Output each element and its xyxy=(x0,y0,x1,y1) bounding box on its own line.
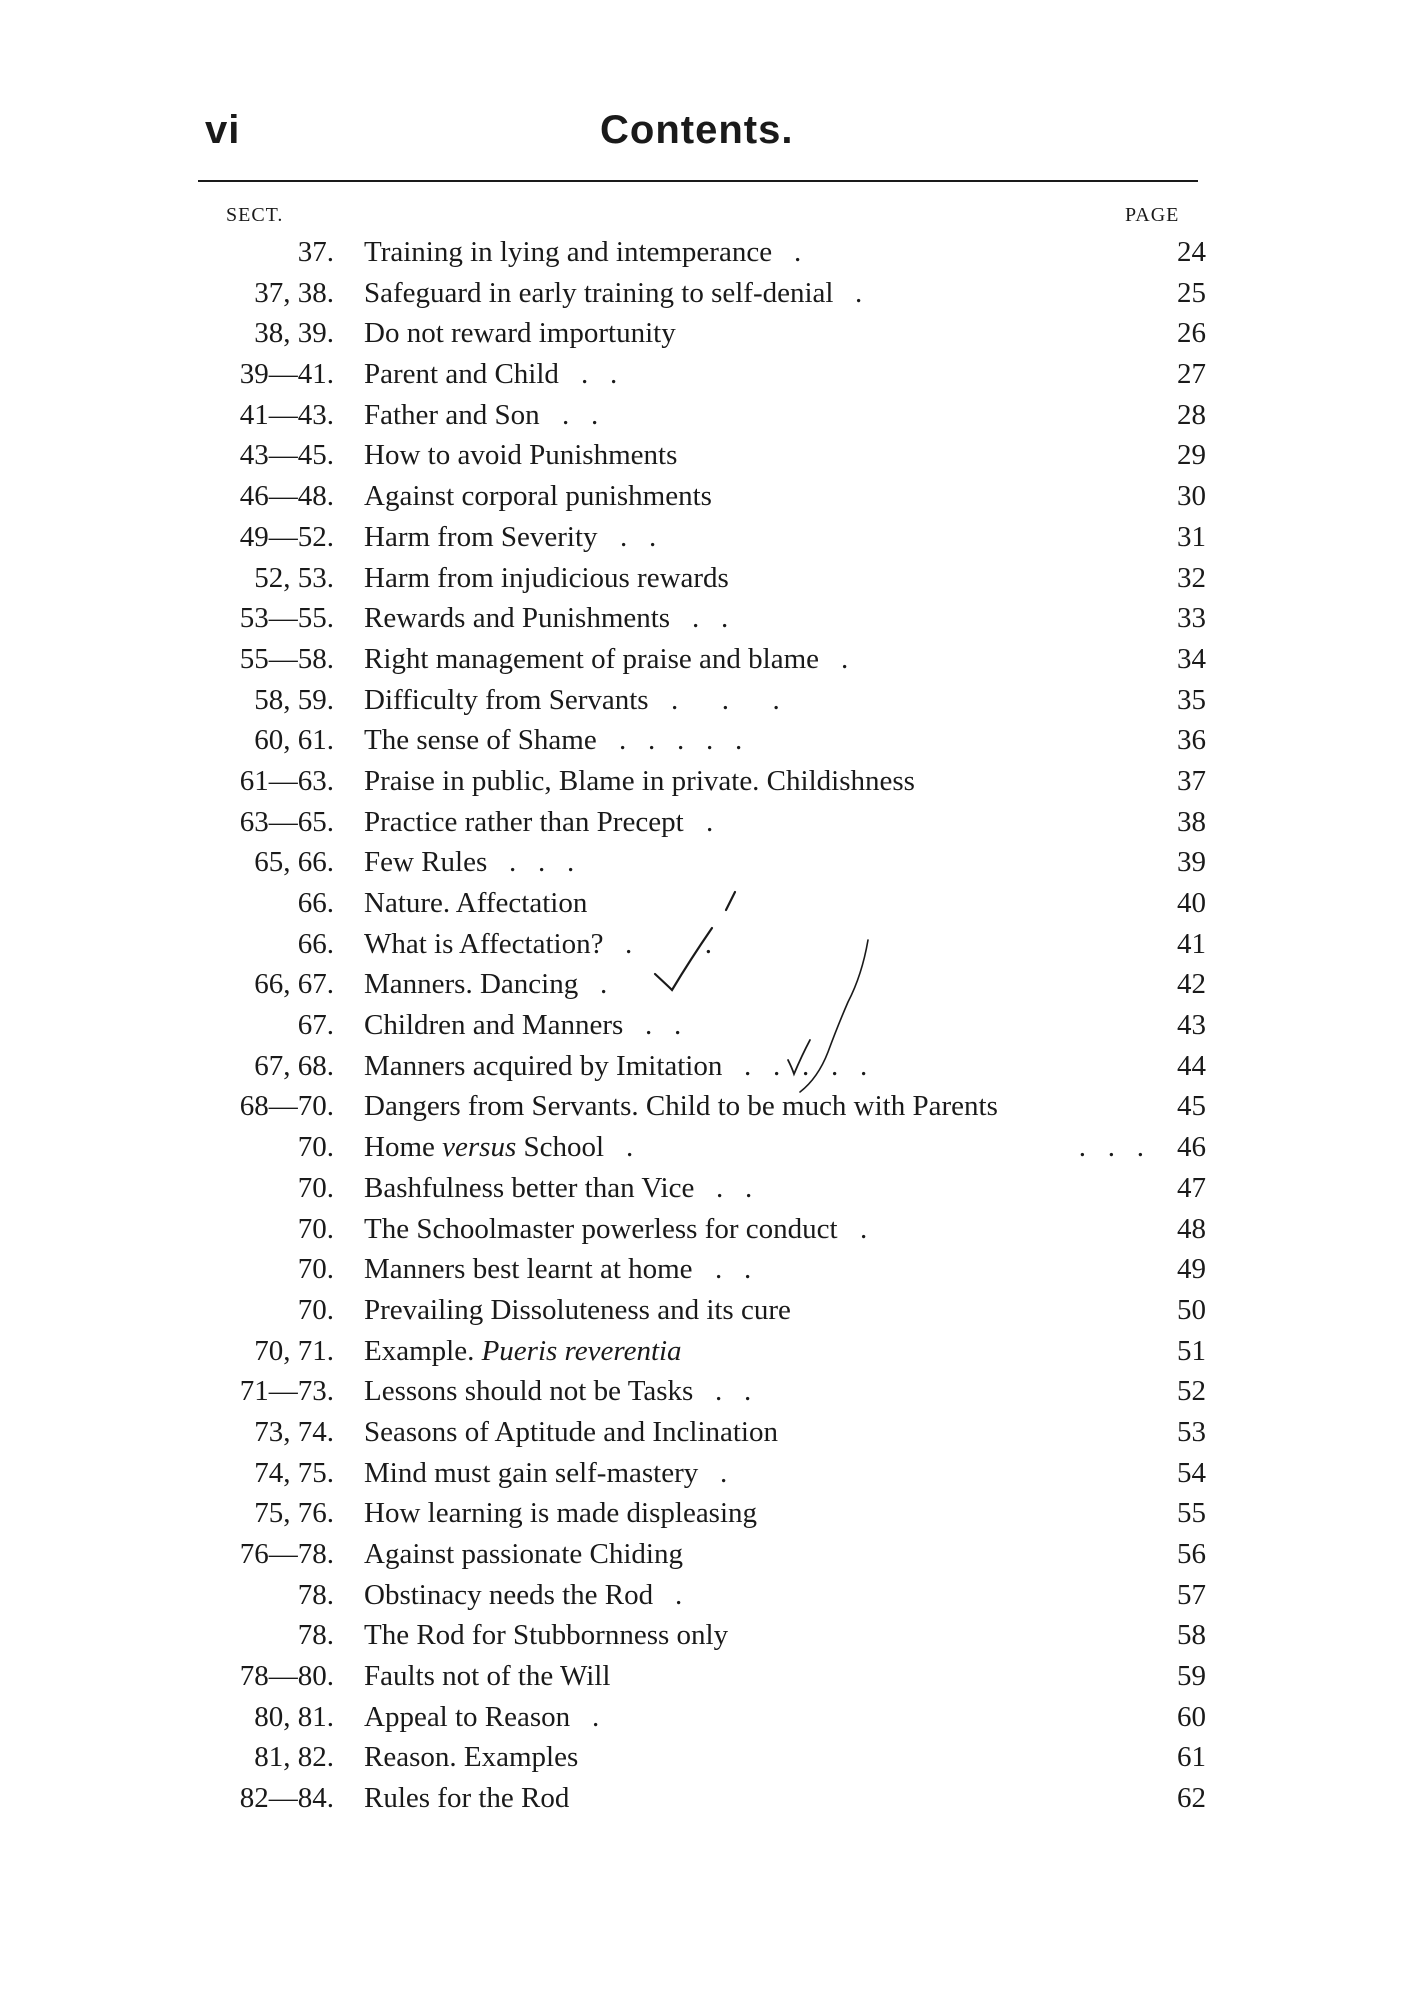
dot-leader: . xyxy=(794,236,802,268)
entry-title: Children and Manners xyxy=(364,1009,624,1042)
page-number: 58 xyxy=(1177,1619,1206,1652)
toc-row xyxy=(0,558,1404,599)
sect-column-heading: SECT. xyxy=(226,204,284,226)
toc-row xyxy=(0,435,1404,476)
toc-row xyxy=(0,1127,1404,1168)
entry-title: Against corporal punishments xyxy=(364,480,712,513)
section-number: 66, 67. xyxy=(254,968,334,1001)
entry-title: The Rod for Stubbornness only xyxy=(364,1619,729,1652)
toc-row xyxy=(0,1697,1404,1738)
section-number: 78. xyxy=(297,1619,334,1652)
section-number: 53—55. xyxy=(239,602,334,635)
toc-row xyxy=(0,1615,1404,1656)
dot-leader: . . xyxy=(692,602,729,635)
entry-title: Against passionate Chiding xyxy=(364,1538,683,1570)
entry-title: Manners. Dancing xyxy=(364,968,579,1001)
toc-row xyxy=(0,1575,1404,1616)
dot-leader: . xyxy=(675,1578,683,1611)
entry-title: Harm from Severity xyxy=(364,520,598,553)
page-number: 57 xyxy=(1177,1578,1206,1611)
toc-row xyxy=(0,1290,1404,1331)
toc-row xyxy=(0,1371,1404,1412)
page-number: 30 xyxy=(1177,480,1206,513)
dot-leader: . xyxy=(600,968,608,1001)
page-column-heading: PAGE xyxy=(1125,204,1180,226)
dot-leader: . xyxy=(855,276,863,309)
toc-row xyxy=(0,1209,1404,1250)
section-number: 38, 39. xyxy=(254,317,334,350)
section-number: 68—70. xyxy=(239,1090,334,1123)
page-title: Contents. xyxy=(600,108,794,152)
page-number: 42 xyxy=(1177,968,1206,1001)
section-number: 80, 81. xyxy=(254,1700,334,1733)
page-number: 46 xyxy=(1177,1131,1206,1164)
toc-row xyxy=(0,1534,1404,1575)
toc-row xyxy=(0,883,1404,924)
entry-title: Do not reward importunity xyxy=(364,317,676,350)
page-number: 41 xyxy=(1177,927,1206,960)
page-number: 60 xyxy=(1177,1700,1206,1733)
toc-row xyxy=(0,1005,1404,1046)
section-number: 39—41. xyxy=(239,358,334,391)
entry-title: Few Rules xyxy=(364,846,488,879)
section-number: 70. xyxy=(297,1212,334,1245)
toc-row xyxy=(0,1331,1404,1372)
page-number: 61 xyxy=(1177,1741,1206,1774)
page-number: 37 xyxy=(1177,764,1206,797)
section-number: 55—58. xyxy=(239,642,334,675)
toc-row xyxy=(0,720,1404,761)
page-number: 62 xyxy=(1177,1782,1206,1815)
toc-row xyxy=(0,395,1404,436)
toc-row xyxy=(0,1778,1404,1819)
toc-row xyxy=(0,1412,1404,1453)
entry-title: Praise in public, Blame in private. Childishness xyxy=(364,764,915,797)
page-number: 51 xyxy=(1177,1334,1206,1367)
section-number: 70. xyxy=(297,1171,334,1204)
dot-leader: . . xyxy=(716,1171,753,1204)
section-number: 43—45. xyxy=(239,439,334,472)
section-number: 37, 38. xyxy=(254,276,334,309)
entry-title: Example. Pueris reverentia xyxy=(364,1334,682,1367)
entry-title: Seasons of Aptitude and Inclination xyxy=(364,1415,778,1448)
dot-leader: . . . xyxy=(509,846,575,879)
entry-title: Manners best learnt at home xyxy=(364,1253,693,1286)
dot-leader: . xyxy=(592,1700,600,1733)
section-number: 61—63. xyxy=(239,764,334,797)
page-number: 32 xyxy=(1177,561,1206,594)
section-number: 58, 59. xyxy=(254,683,334,716)
entry-title: Home versus School xyxy=(364,1131,605,1164)
entry-title: Faults not of the Will xyxy=(364,1660,611,1693)
section-number: 78. xyxy=(297,1578,334,1611)
section-number: 37. xyxy=(297,236,334,268)
entry-title: What is Affectation? xyxy=(364,927,604,960)
dot-leader: . . xyxy=(625,927,712,960)
entry-title: Right management of praise and blame xyxy=(364,642,819,675)
contents-list xyxy=(0,232,1404,1819)
dot-leader: . . xyxy=(715,1253,752,1286)
toc-row xyxy=(0,964,1404,1005)
dot-leader: . . xyxy=(562,398,599,431)
entry-title: Obstinacy needs the Rod xyxy=(364,1578,654,1611)
entry-title: Practice rather than Precept xyxy=(364,805,684,838)
toc-row xyxy=(0,1493,1404,1534)
entry-title: Manners acquired by Imitation xyxy=(364,1049,723,1082)
section-number: 41—43. xyxy=(239,398,334,431)
dot-leader: . . xyxy=(645,1009,682,1042)
section-number: 81, 82. xyxy=(254,1741,334,1774)
page-number: 35 xyxy=(1177,683,1206,716)
section-number: 66. xyxy=(297,927,334,960)
dot-leader: . . xyxy=(715,1375,752,1408)
page-number: 27 xyxy=(1177,358,1206,391)
entry-title: Prevailing Dissoluteness and its cure xyxy=(364,1293,791,1326)
page-number: 39 xyxy=(1177,846,1206,879)
toc-row xyxy=(0,842,1404,883)
section-number: 66. xyxy=(297,887,334,919)
toc-row xyxy=(0,1737,1404,1778)
entry-title: Training in lying and intemperance xyxy=(364,236,773,268)
page-number: 34 xyxy=(1177,642,1206,675)
toc-row xyxy=(0,232,1404,273)
dot-leader: . xyxy=(626,1131,634,1164)
entry-title: The Schoolmaster powerless for conduct xyxy=(364,1212,838,1245)
dot-leader: . . . xyxy=(671,683,780,716)
page-number: 45 xyxy=(1177,1090,1206,1123)
section-number: 73, 74. xyxy=(254,1415,334,1448)
toc-row xyxy=(0,1656,1404,1697)
page-number: 43 xyxy=(1177,1009,1206,1042)
toc-row xyxy=(0,1249,1404,1290)
entry-title: Appeal to Reason xyxy=(364,1700,571,1733)
page-number: 47 xyxy=(1177,1171,1206,1204)
entry-title: Difficulty from Servants xyxy=(364,683,649,716)
section-number: 70, 71. xyxy=(254,1334,334,1367)
entry-title: Nature. Affectation xyxy=(364,887,588,919)
dot-leader: . xyxy=(841,642,849,675)
entry-title: Harm from injudicious rewards xyxy=(364,561,729,594)
section-number: 76—78. xyxy=(239,1538,334,1570)
page-number: 50 xyxy=(1177,1293,1206,1326)
page-number: 24 xyxy=(1177,236,1206,268)
page-number: 53 xyxy=(1177,1415,1206,1448)
page-number: 48 xyxy=(1177,1212,1206,1245)
page-folio: vi xyxy=(205,108,241,152)
section-number: 65, 66. xyxy=(254,846,334,879)
section-number: 70. xyxy=(297,1253,334,1286)
dot-leader: . . xyxy=(581,358,618,391)
entry-title: Bashfulness better than Vice xyxy=(364,1171,695,1204)
page-number: 38 xyxy=(1177,805,1206,838)
page-number: 49 xyxy=(1177,1253,1206,1286)
page-number: 25 xyxy=(1177,276,1206,309)
toc-row xyxy=(0,517,1404,558)
entry-title: Parent and Child xyxy=(364,358,559,391)
dot-leader: . xyxy=(720,1456,728,1489)
page-number: 31 xyxy=(1177,520,1206,553)
page-number: 44 xyxy=(1177,1049,1206,1082)
section-number: 52, 53. xyxy=(254,561,334,594)
dot-leader: . xyxy=(860,1212,868,1245)
entry-title: Rules for the Rod xyxy=(364,1782,570,1815)
toc-row xyxy=(0,680,1404,721)
page-number: 54 xyxy=(1177,1456,1206,1489)
page-number: 56 xyxy=(1177,1538,1206,1570)
toc-row xyxy=(0,598,1404,639)
dot-leader: . xyxy=(706,805,714,838)
entry-title: Father and Son xyxy=(364,398,540,431)
section-number: 82—84. xyxy=(239,1782,334,1815)
entry-title: Lessons should not be Tasks xyxy=(364,1375,694,1408)
toc-row xyxy=(0,924,1404,965)
entry-title: The sense of Shame xyxy=(364,724,597,757)
section-number: 74, 75. xyxy=(254,1456,334,1489)
page-number: 28 xyxy=(1177,398,1206,431)
entry-title: Dangers from Servants. Child to be much with Parents xyxy=(364,1090,998,1123)
section-number: 71—73. xyxy=(239,1375,334,1408)
entry-title: Safeguard in early training to self-denial xyxy=(364,276,834,309)
section-number: 60, 61. xyxy=(254,724,334,757)
toc-row xyxy=(0,273,1404,314)
section-number: 75, 76. xyxy=(254,1497,334,1530)
page-number: 36 xyxy=(1177,724,1206,757)
page-number: 52 xyxy=(1177,1375,1206,1408)
section-number: 70. xyxy=(297,1293,334,1326)
toc-row xyxy=(0,476,1404,517)
section-number: 67, 68. xyxy=(254,1049,334,1082)
page-number: 55 xyxy=(1177,1497,1206,1530)
dot-leader-right: . . . xyxy=(1078,1131,1144,1164)
page-number: 26 xyxy=(1177,317,1206,350)
toc-row xyxy=(0,313,1404,354)
page-number: 29 xyxy=(1177,439,1206,472)
toc-row xyxy=(0,761,1404,802)
toc-row xyxy=(0,1086,1404,1127)
page-number: 59 xyxy=(1177,1660,1206,1693)
page-number: 40 xyxy=(1177,887,1206,919)
entry-title: How learning is made displeasing xyxy=(364,1497,758,1530)
section-number: 46—48. xyxy=(239,480,334,513)
dot-leader: . . . . . xyxy=(619,724,743,757)
section-number: 67. xyxy=(297,1009,334,1042)
section-number: 63—65. xyxy=(239,805,334,838)
toc-row xyxy=(0,354,1404,395)
entry-title: How to avoid Punishments xyxy=(364,439,678,472)
toc-row xyxy=(0,639,1404,680)
section-number: 78—80. xyxy=(239,1660,334,1693)
entry-title: Rewards and Punishments xyxy=(364,602,671,635)
section-number: 49—52. xyxy=(239,520,334,553)
toc-row xyxy=(0,802,1404,843)
toc-row xyxy=(0,1453,1404,1494)
header-rule xyxy=(198,180,1198,182)
dot-leader: . . . . . xyxy=(744,1049,868,1082)
page-number: 33 xyxy=(1177,602,1206,635)
dot-leader: . . xyxy=(620,520,657,553)
entry-title: Mind must gain self-mastery xyxy=(364,1456,699,1489)
section-number: 70. xyxy=(297,1131,334,1164)
toc-row xyxy=(0,1168,1404,1209)
toc-row xyxy=(0,1046,1404,1087)
entry-title: Reason. Examples xyxy=(364,1741,579,1774)
